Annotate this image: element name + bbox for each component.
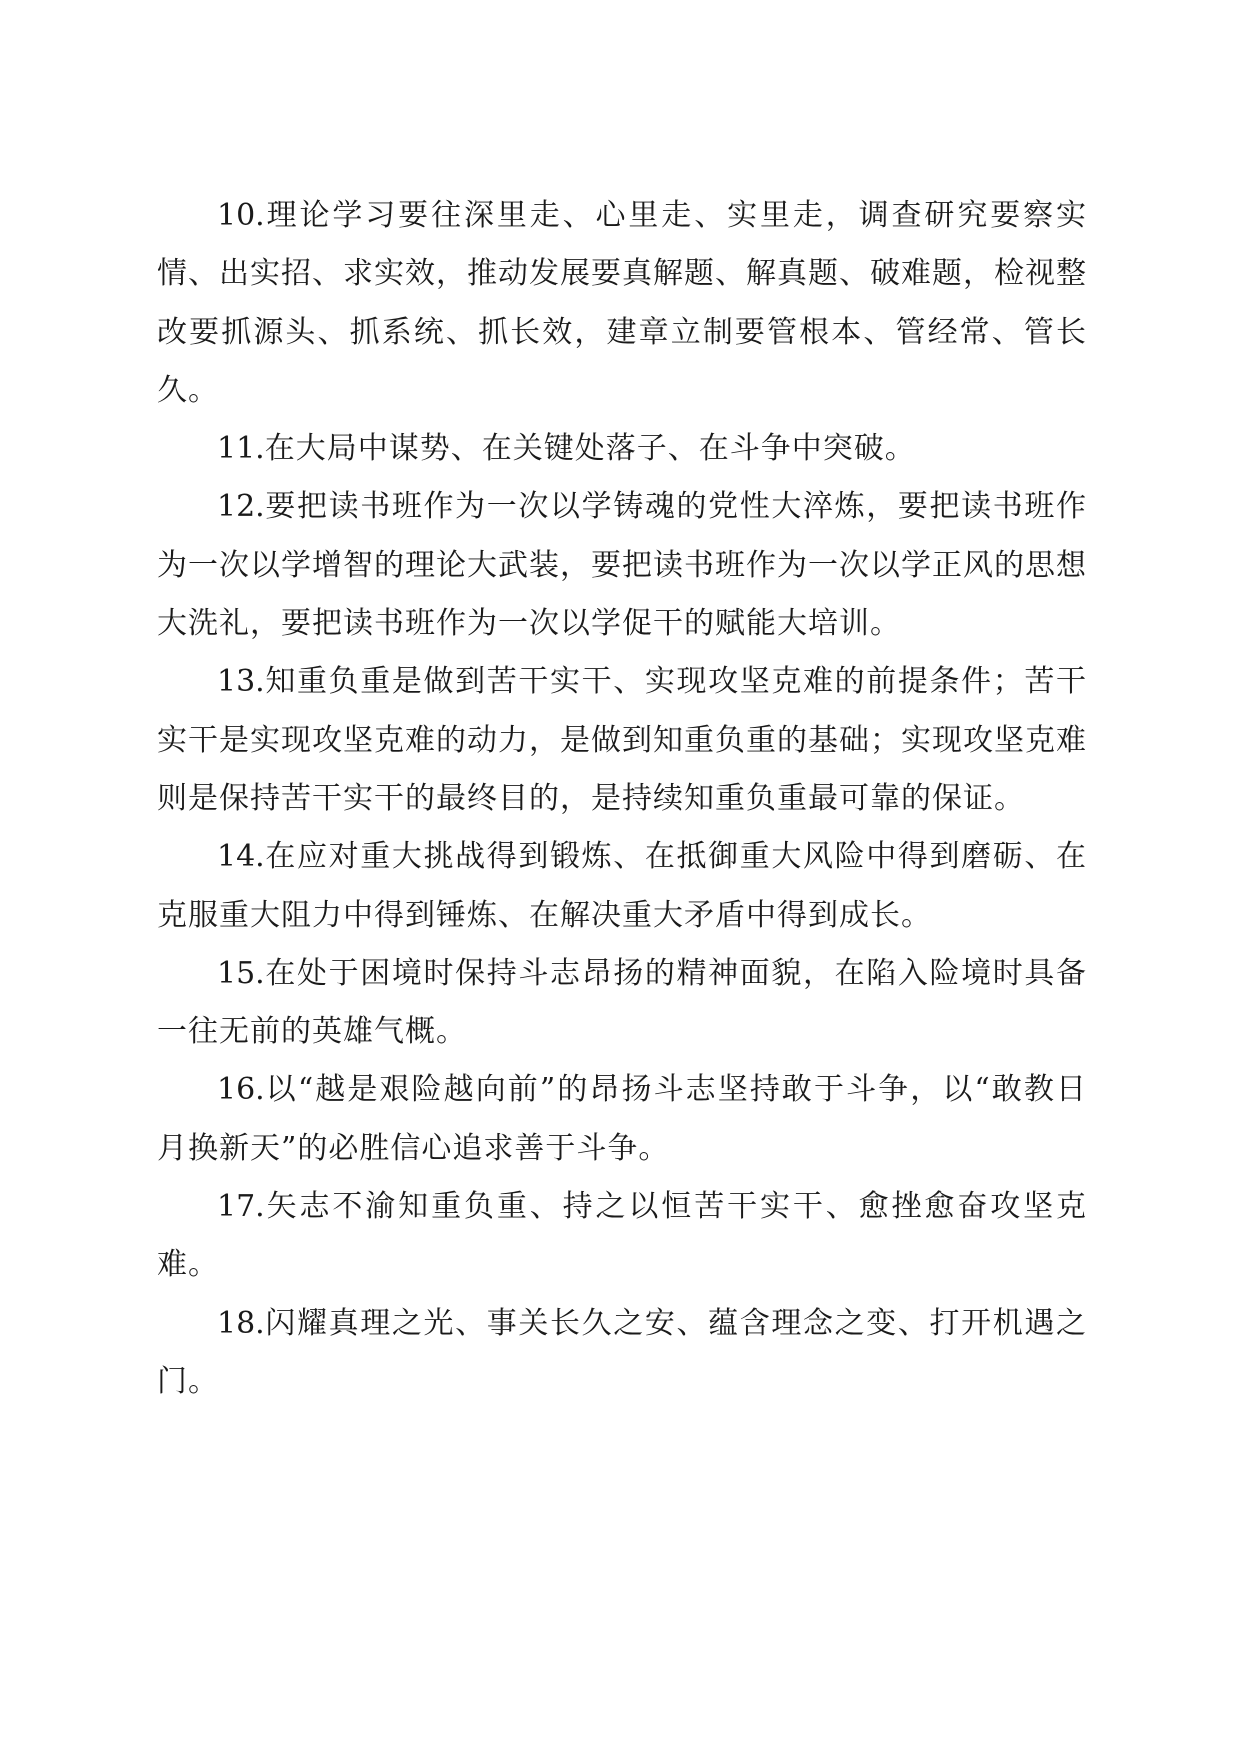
paragraph-number: 11.	[217, 431, 265, 467]
document-body	[157, 187, 1087, 1411]
paragraph-17	[157, 1178, 1087, 1295]
paragraph-text: 矢志不渝知重负重、持之以恒苦干实干、愈挫愈奋攻坚克难。	[157, 1189, 1087, 1283]
paragraph-text: 在应对重大挑战得到锻炼、在抵御重大风险中得到磨砺、在克服重大阻力中得到锤炼、在解决重大矛盾中得到成长。	[157, 839, 1087, 933]
paragraph-number: 13.	[217, 664, 265, 700]
paragraph-text: 知重负重是做到苦干实干、实现攻坚克难的前提条件；苦干实干是实现攻坚克难的动力，是做到知重负重的基础；实现攻坚克难则是保持苦干实干的最终目的，是持续知重负重最可靠的保证。	[157, 664, 1087, 816]
paragraph-text: 理论学习要往深里走、心里走、实里走，调查研究要察实情、出实招、求实效，推动发展要真解题、解真题、破难题，检视整改要抓源头、抓系统、抓长效，建章立制要管根本、管经常、管长久。	[157, 198, 1087, 408]
paragraph-text: 在大局中谋势、在关键处落子、在斗争中突破。	[264, 431, 916, 467]
paragraph-number: 17.	[217, 1189, 265, 1225]
paragraph-18	[157, 1295, 1087, 1412]
paragraph-number: 16.	[217, 1072, 265, 1108]
paragraph-text: 在处于困境时保持斗志昂扬的精神面貌，在陷入险境时具备一往无前的英雄气概。	[157, 955, 1087, 1050]
paragraph-15	[157, 945, 1087, 1062]
paragraph-number: 10.	[217, 198, 265, 233]
paragraph-11	[157, 420, 1087, 478]
paragraph-16	[157, 1061, 1087, 1178]
paragraph-number: 18.	[217, 1305, 265, 1341]
paragraph-12	[157, 478, 1087, 653]
paragraph-text: 闪耀真理之光、事关长久之安、蕴含理念之变、打开机遇之门。	[157, 1305, 1087, 1399]
paragraph-text: 以“越是艰险越向前”的昂扬斗志坚持敢于斗争，以“敢教日月换新天”的必胜信心追求善于斗争。	[157, 1072, 1087, 1166]
paragraph-14	[157, 828, 1087, 945]
paragraph-number: 14.	[217, 839, 265, 875]
paragraph-13	[157, 653, 1087, 828]
paragraph-text: 要把读书班作为一次以学铸魂的党性大淬炼，要把读书班作为一次以学增智的理论大武装，要把读书班作为一次以学正风的思想大洗礼，要把读书班作为一次以学促干的赋能大培训。	[157, 489, 1087, 642]
paragraph-number: 12.	[217, 489, 265, 525]
paragraph-10	[157, 187, 1087, 420]
paragraph-number: 15.	[217, 955, 265, 991]
